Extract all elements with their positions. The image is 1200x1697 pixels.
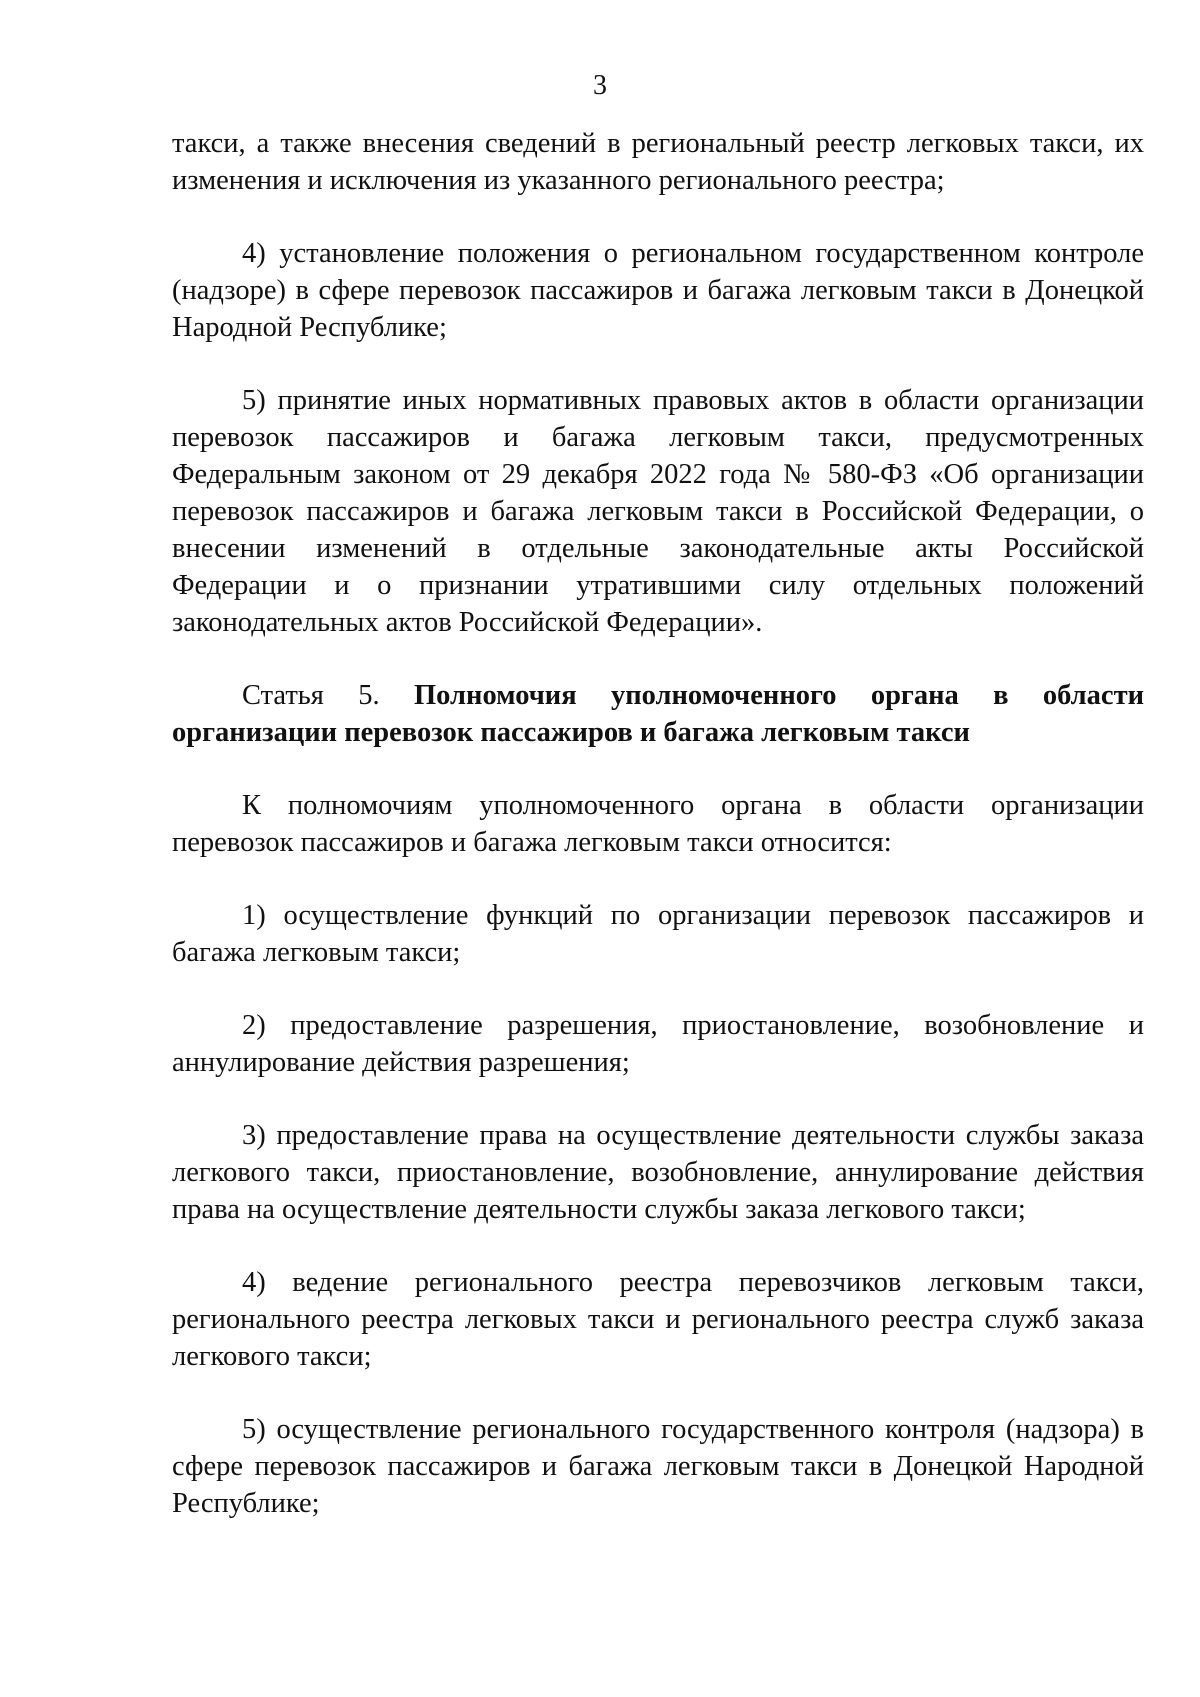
paragraph-item-5: 5) принятие иных нормативных правовых актов в области организации перевозок пассажиров и багажа легковым такси, предусмотренных Федеральным законом от 29 декабря 2022 года № 580-ФЗ «Об организации перевозок пассажиров и багажа легковым такси в Российской Федерации, о внесении изменений в отдельные законодательные акты Российской Федерации и о признании утратившими силу отдельных положений законодательных актов Российской Федерации». — [172, 385, 1144, 638]
document-body — [172, 125, 1144, 1522]
list-item-2: 2) предоставление разрешения, приостановление, возобновление и аннулирование действия разрешения; — [172, 1010, 1144, 1078]
paragraph-intro: К полномочиям уполномоченного органа в области организации перевозок пассажиров и багажа легковым такси относится: — [172, 790, 1144, 858]
list-item-3: 3) предоставление права на осуществление деятельности службы заказа легкового такси, приостановление, возобновление, аннулирование действия права на осуществление деятельности службы заказа легкового такси; — [172, 1120, 1144, 1225]
list-item-1: 1) осуществление функций по организации перевозок пассажиров и багажа легковым такси; — [172, 900, 1144, 968]
article-title: Полномочия уполномоченного органа в области организации перевозок пассажиров и багажа легковым такси — [172, 680, 1144, 748]
list-item-4: 4) ведение регионального реестра перевозчиков легковым такси, регионального реестра легковых такси и регионального реестра служб заказа легкового такси; — [172, 1267, 1144, 1372]
article-heading — [172, 677, 1144, 751]
article-prefix: Статья 5. — [242, 680, 414, 711]
list-item-5: 5) осуществление регионального государственного контроля (надзора) в сфере перевозок пассажиров и багажа легковым такси в Донецкой Народной Республике; — [172, 1414, 1144, 1519]
paragraph-continuation: такси, а также внесения сведений в региональный реестр легковых такси, их изменения и исключения из указанного регионального реестра; — [172, 128, 1144, 196]
page-number: 3 — [593, 70, 607, 101]
paragraph-item-4: 4) установление положения о региональном государственном контроле (надзоре) в сфере перевозок пассажиров и багажа легковым такси в Донецкой Народной Республике; — [172, 238, 1144, 343]
